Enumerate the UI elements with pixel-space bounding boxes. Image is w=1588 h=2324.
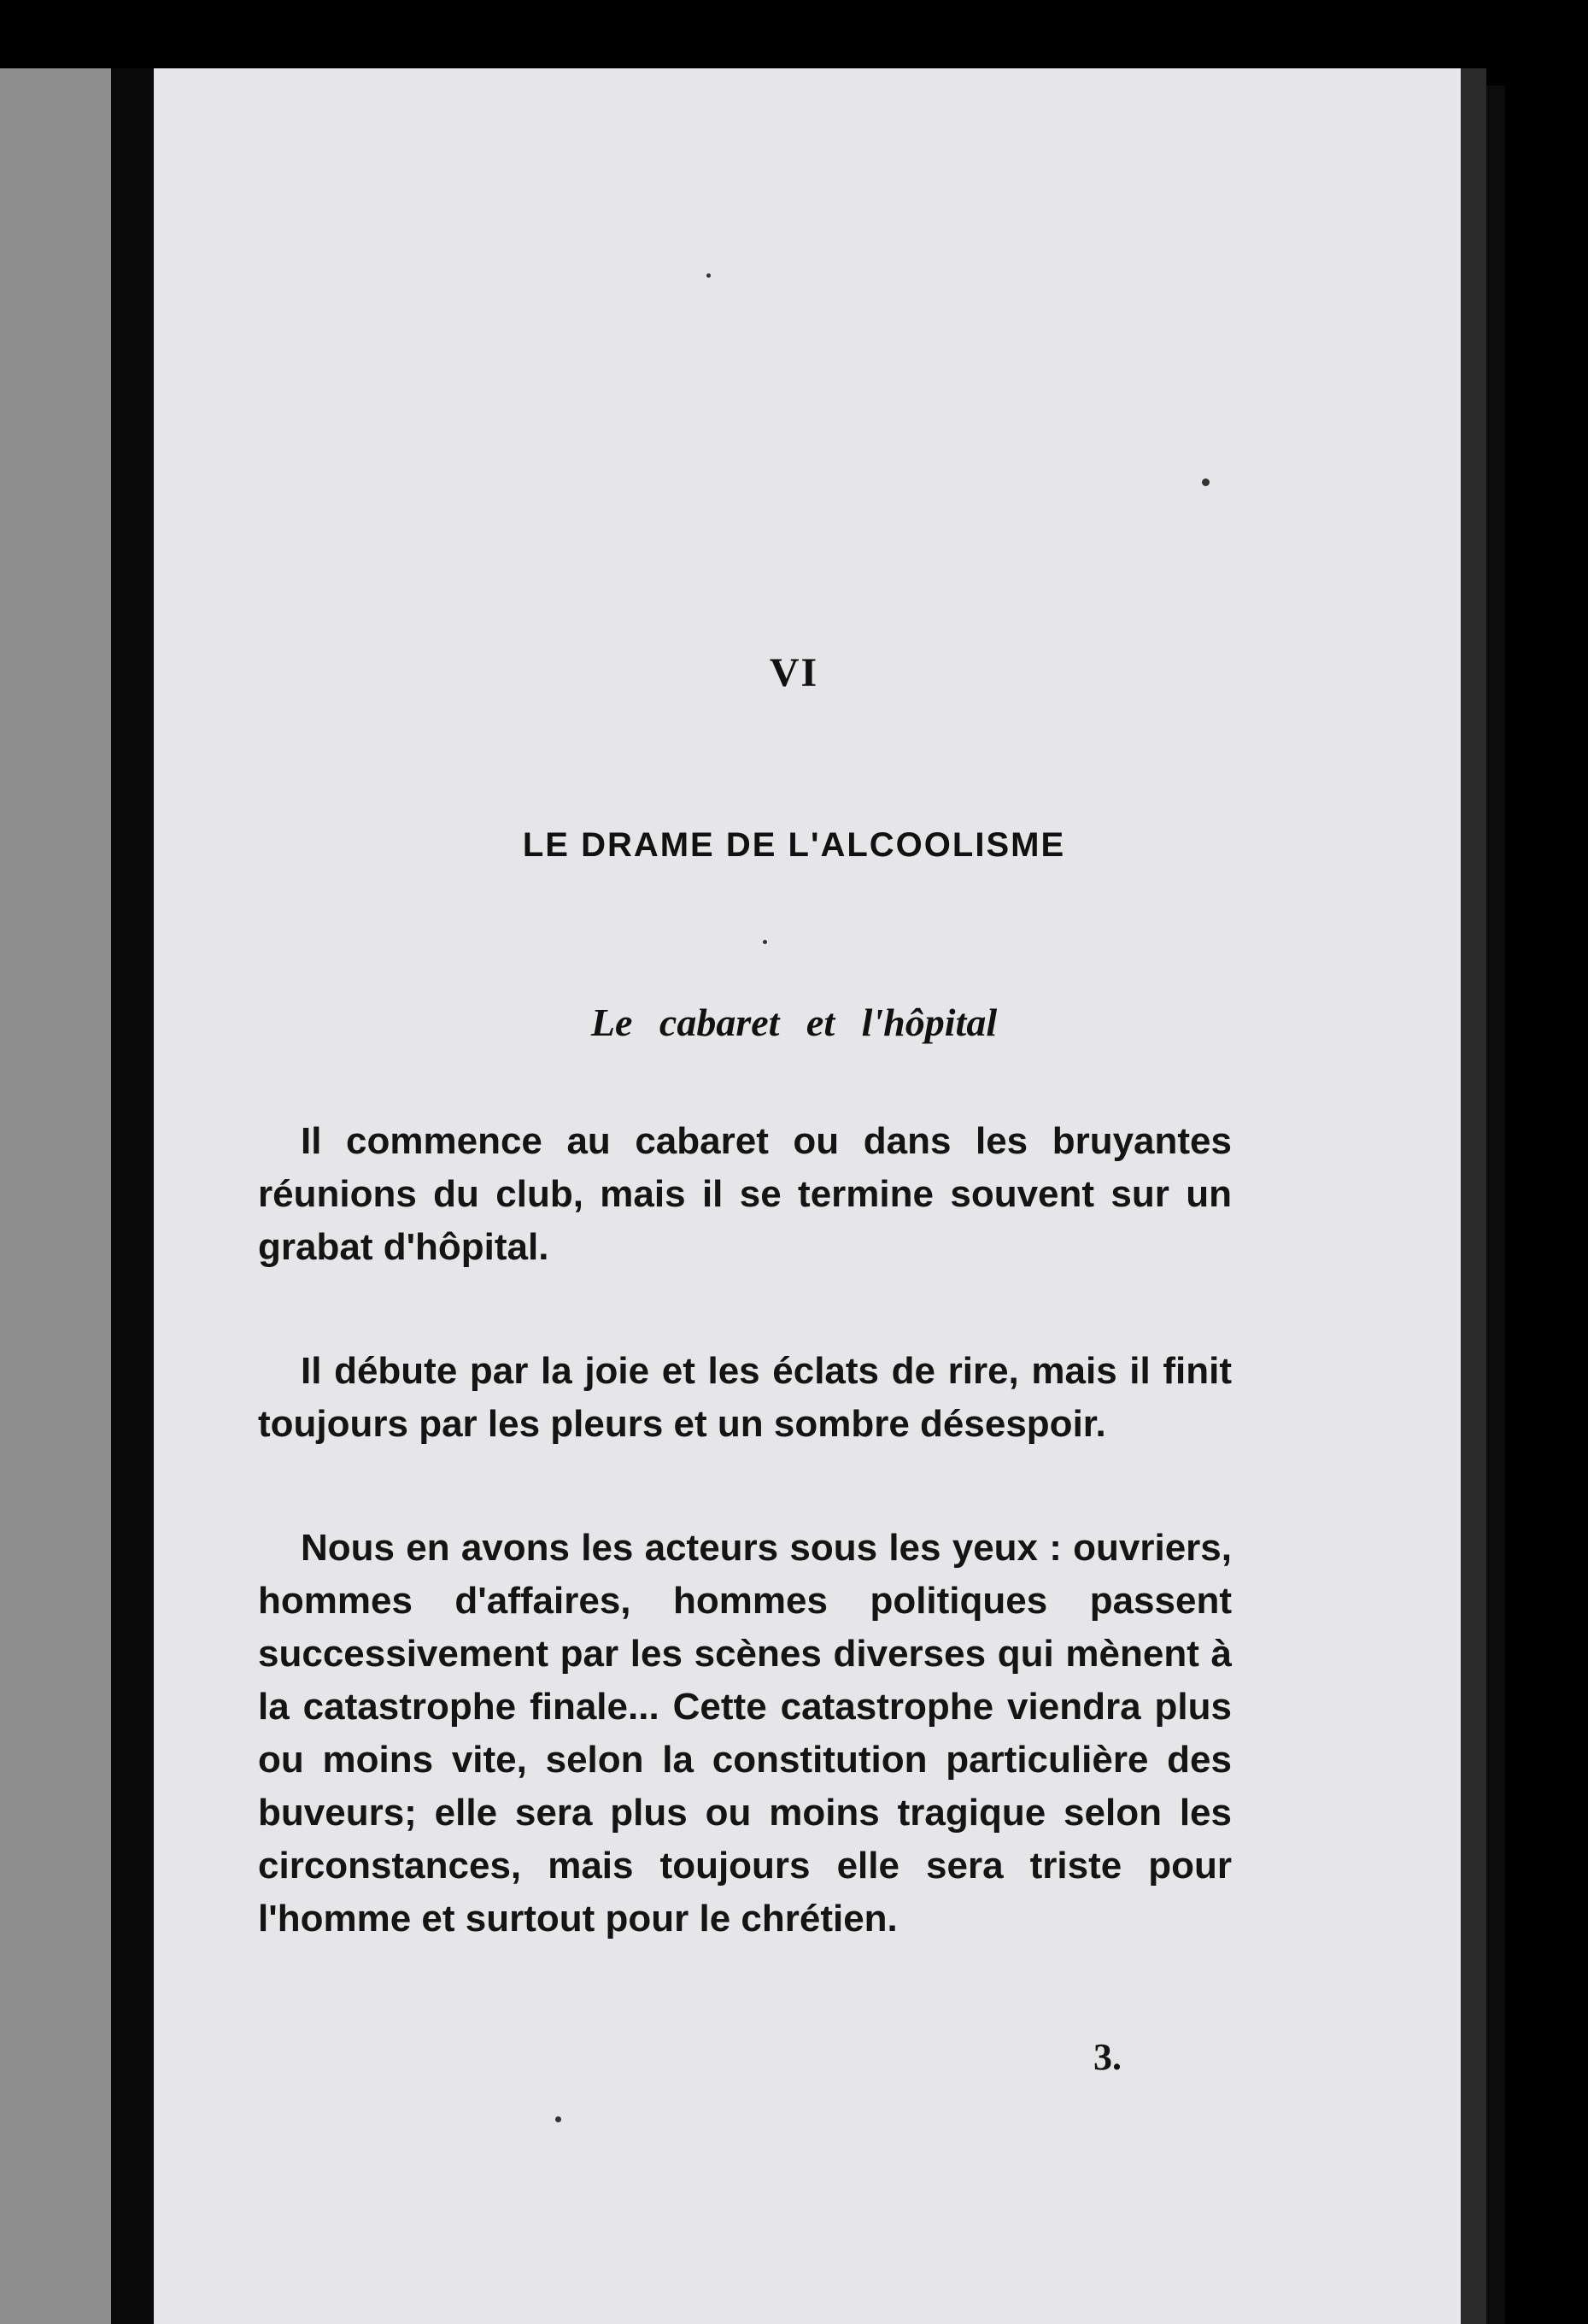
paragraph-3: Nous en avons les acteurs sous les yeux : ouvriers, hommes d'affaires, hommes politiques passent successivement par les scènes diverses qui mènent à la catastrophe finale... Cette catastrophe viendra plus ou moins vite, selon la constitution particulière des buveurs; elle sera plus ou moins tragique selon les circonstances, mais toujours elle sera triste pour l'homme et surtout pour le chrétien. xyxy=(258,1527,1232,1940)
book-spine-left xyxy=(111,68,154,2324)
book-edge-right xyxy=(1461,68,1486,2324)
scan-speck xyxy=(1202,478,1210,486)
scan-speck xyxy=(555,2116,561,2122)
signature-mark: 3. xyxy=(1093,2036,1122,2078)
scan-right-border xyxy=(1505,0,1588,2324)
body-text xyxy=(258,1115,1232,2016)
paragraph-2: Il débute par la joie et les éclats de rire, mais il finit toujours par les pleurs et un sombre désespoir. xyxy=(258,1350,1232,1445)
chapter-number: VI xyxy=(769,650,819,695)
chapter-title: LE DRAME DE L'ALCOOLISME xyxy=(522,826,1066,864)
paragraph-1: Il commence au cabaret ou dans les bruyantes réunions du club, mais il se termine souvent sur un grabat d'hôpital. xyxy=(258,1120,1232,1268)
book-edge-shadow xyxy=(1486,85,1505,2324)
scan-speck xyxy=(763,940,767,944)
chapter-subtitle: Le cabaret et l'hôpital xyxy=(590,1001,998,1044)
scan-top-border xyxy=(0,0,154,68)
scan-speck xyxy=(706,273,711,278)
